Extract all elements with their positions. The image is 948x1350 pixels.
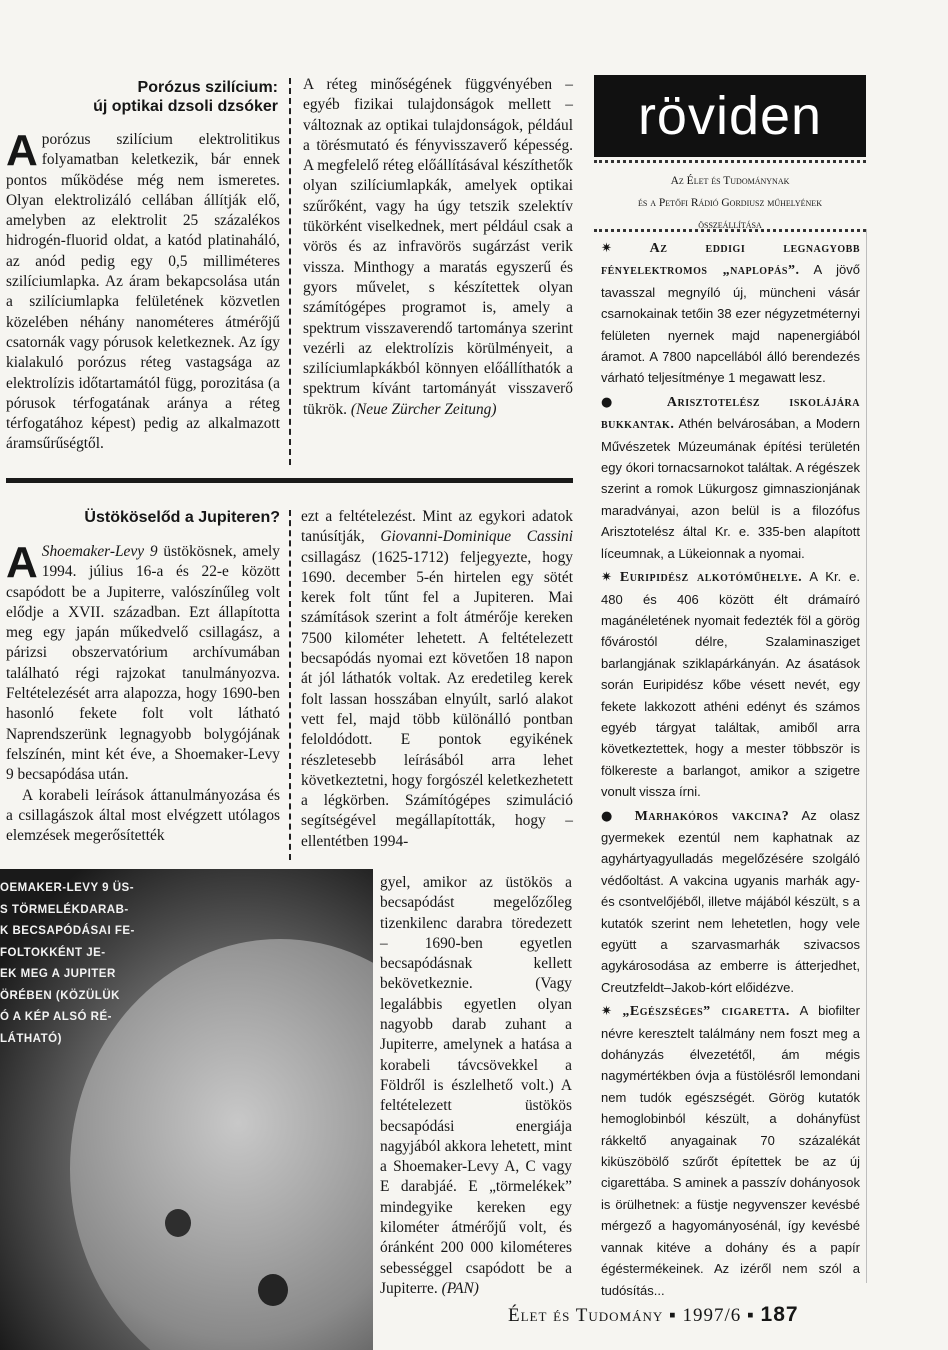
article1-dropcap: A [6, 126, 38, 175]
article1-column2 [303, 75, 573, 420]
caption-line: K BECSAPÓDÁSAI FE- [0, 925, 135, 937]
article1-source: (Neue Zürcher Zeitung) [350, 400, 497, 418]
article2-column2-top [301, 507, 573, 852]
caption-line: EK MEG A JUPITER [0, 968, 116, 980]
caption-line: S TÖRMELÉKDARAB- [0, 903, 129, 916]
photo-caption [0, 878, 160, 1050]
news-item-text: A Kr. e. 480 és 406 között élt drámaíró magánéletének nyomait fedezték föl a görög fővárostól délre, Szalaminasziget barlangjának sziklapárkányán. Az ásatások során Euripidész kőbe vésett nevét, egy fekete lakkozott athéni edényt és számos egyéb tárgyat találtak, amiből arra következtettek, hogy a mester többször is fölkereste a barlangot, amikor a szigetre vonult vissza írni. [601, 569, 860, 800]
page-footer [508, 1303, 799, 1327]
article2-cassini: Giovanni-Dominique Cassini [380, 528, 573, 546]
article2-source: (PAN) [441, 1279, 479, 1297]
credit-line2: és a Petőfi Rádió Gordiusz műhelyének [638, 197, 822, 209]
sidebar-box-border [594, 229, 867, 1283]
article2-col1-para2: A korabeli leírások áttanulmányozása és a csillagászok által most elvégzett utólagos elemzések megerősítették [6, 786, 280, 845]
bullet-icon: ● [601, 394, 638, 410]
star-icon: ✷ [601, 1004, 612, 1020]
article2-title: Üstököselőd a Jupiteren? [84, 509, 280, 526]
page-number: 187 [760, 1303, 799, 1326]
footer-magazine: Élet és Tudomány [508, 1305, 664, 1326]
bullet-icon: ● [601, 808, 622, 824]
article2-dropcap: A [6, 538, 38, 587]
article2-comet-name: Shoemaker-Levy 9 [41, 543, 158, 560]
article2-col2-text-a: ezt a feltételezést. Mint az egykori adatok tanúsítják, [301, 508, 573, 546]
article2-col2-text-b: csillagász (1625-1712) feljegyezte, hogy 1690. december 5-én hirtelen egy sötét kerek folt tűnt fel a Jupiteren. Mai számítások szerint a folt átmérője kereken 7500 kilométer lehetett. A feltételezett becsapódás nyomai ezt követően 18 napon át jól láthatók voltak. Az eredetileg kerek folt lassan hosszában elnyúlt, sarló alakot vett fel, majd több különálló pontban feloldódott. E pontok egyikének részletesebb leírásából arra lehet következtetni, hogy forgószél keletkezhetett a légkörben. Számítógépes szimuláció segítségével megállapították, hogy – ellentétben 1994- [301, 548, 573, 850]
footer-separator: ▪ [747, 1305, 755, 1326]
article1-col1-text: porózus szilícium elektrolitikus folyamatban keletkezik, bár ennek pontos működése még nem ismeretes. Olyan elektrolizáló cellában állítják elő, amelyben az elektrolit 25 százalékos hidrogén-fluorid oldat, a katód platinaháló, az anód pedig egy 0,5 milliméteres szilíciumlapka. Az áram bekapcsolása után a szilíciumlapka felületének közvetlen közelében néhány nanométeres átmérőjű csatornák vagy pórusok keletkeznek. Az így kialakuló porózus réteg vastagsága az elektrolízis időtartamától függ, porozitása (a pórusok térfogatának aránya a réteg térfogatához képest) pedig az alkalmazott áramsűrűségtől. [6, 131, 280, 453]
news-item-head: Az eddigi legnagyobb fényelektromos „naplopás”. [601, 241, 860, 279]
sidebar-dotted-rule-top [594, 160, 866, 163]
news-item-text: Athén belvárosában, a Modern Művészetek Múzeumának építési területén egy ókori tornacsarnokot találtak. A régészek szerint a romok Lükurgosz gimnaszionjának maradványai, azon belül is a filozófus Arisztotelész által Kr. e. 335-ben alapított líceumnak, a Lükeionnak a nyomai. [601, 416, 860, 561]
column-divider-bottom [289, 510, 291, 860]
caption-line: FOLTOKKÉNT JE- [0, 946, 106, 959]
news-item-head: Marhakóros vakcina? [634, 808, 790, 824]
impact-spot-2 [258, 1274, 288, 1306]
news-item-head: Euripidész alkotóműhelye. [619, 570, 803, 586]
news-item-text: A jövő tavasszal megnyíló új, müncheni vásár csarnokainak tetőin 38 ezer négyzetméternyi felületen nyernek majd napenergiából áramot. A 7800 napcellából álló berendezés várható teljesítménye 1 megawatt lesz. [601, 262, 860, 386]
caption-line: ÖRÉBEN (KÖZÜLÜK [0, 989, 120, 1002]
footer-issue: 1997/6 [682, 1305, 742, 1326]
article1-col2-text: A réteg minőségének függvényében – egyéb fizikai tulajdonságok mellett – változnak az optikai tulajdonságok, például a törésmutató és fényvisszaverő képesség. A megfelelő réteg előállításával készíthetők olyan szilíciumlapkák, amelyek optikai szűrőként, vagy ha úgy tetszik szelektív tükörként viselkednek, mert például csak a vörös és az infravörös sugárzást verik vissza. Minthogy a maratás egyszerű és gyors művelet, s készítettek olyan számítógépes programot is, amely a spektrum visszaverendő tartománya szerint vezérli az elektrolízis körülményeit, a szilíciumlapkákból könnyen előállíthatók a spektrum kívánt tartományát visszaverő tükrök. [303, 76, 573, 418]
article1-title [12, 78, 278, 116]
impact-spot-1 [165, 1209, 191, 1237]
credit-line1: Az Élet és Tudománynak [670, 175, 790, 187]
article1-column1 [6, 126, 280, 455]
caption-line: OEMAKER-LEVY 9 ÜS- [0, 882, 135, 894]
article2-col2-text-c: gyel, amikor az üstökös a becsapódást megelőzőleg tizenkilenc darabra töredezett – 1690-ben egyetlen becsapódásnak kellett bekövetkeznie. (Vagy legalábbis egyetlen olyan nagyobb darab zuhant a Jupiterre, amelynek a hatása a korabeli távcsövekkel a Földről is észlelhető volt.) A feltételezett üstökös becsapódási energiája nagyjából akkora lehetett, mint a Shoemaker-Levy A, C vagy E darabjáé. E „törmelékek” mindegyike kereken egy kilométer átmérőjű volt, és óránként 200 000 kilométeres sebességgel csapódott be a Jupiterre. [380, 874, 572, 1297]
news-item-text: A biofilter névre keresztelt találmány nem foszt meg a dohányzás élvezetétől, ám mégis nagymértékben óvja a füstölésről lemondani nem tudók egészségét. Görög kutatók hemoglobinból készült, a dohányfüst rákkeltő anyagainak 70 százalékát kiküszöbölő szűrőt építettek be az új cigarettába. S aminek a passzív dohányosok is örülhetnek: a füstje negyvenszer kevésbé mérgező a hagyományosénál, így kevésbé vannak kitéve a dohány és a papír égéstermékeinek. Az izéről nem szól a tudósítás... [601, 1003, 860, 1298]
article2-col1-text: üstökösnek, amely 1994. július 16-a és 22-e között csapódott be a Jupiterre, valószínűleg volt elődje a XVII. században. Ezt állapította meg egy japán műkedvelő csillagász, a párizsi obszervatórium archívumában található régi rajzokat tanulmányozva. Feltételezését arra alapozza, hogy 1690-ben hasonló fekete folt volt látható Naprendszerünk legnagyobb bolygójának felszínén, mint két éve, a Shoemaker-Levy 9 becsapódása után. [6, 543, 280, 784]
article1-title-line2: új optikai dzsoli dzsóker [93, 98, 278, 115]
caption-line: Ó A KÉP ALSÓ RÉ- [0, 1011, 112, 1023]
credit-line3: összeállítása [698, 219, 762, 231]
section-rule [6, 478, 573, 483]
news-item-head: „Egészséges” cigaretta. [622, 1004, 790, 1020]
column-divider-top [289, 78, 291, 465]
sidebar-heading: röviden [594, 75, 866, 157]
star-icon: ✷ [601, 241, 612, 256]
article2-column2-bottom [380, 873, 572, 1299]
news-item-head: Arisztotelész iskolájára bukkantak. [601, 394, 861, 433]
article1-title-line1: Porózus szilícium: [137, 79, 278, 96]
article2-column1 [6, 538, 280, 846]
caption-line: LÁTHATÓ) [0, 1032, 62, 1045]
news-item-text: Az olasz gyermekek ezentúl nem kaphatnak az agyhártyagyulladás megelőzésére szolgáló védőoltást. A vakcina ugyanis marhák agy- és csontvelőjéből, illetve májából készült, s a kutatók szerint nem lehetetlen, hogy vele együtt a szarvasmarhák szivacsos agykárosodása az emberre is átterjedhet, Creutzfeldt–Jakob-kórt előidézve. [601, 807, 861, 995]
star-icon: ✷ [601, 570, 612, 586]
sidebar-credit [594, 170, 866, 236]
footer-separator: ▪ [669, 1305, 677, 1326]
